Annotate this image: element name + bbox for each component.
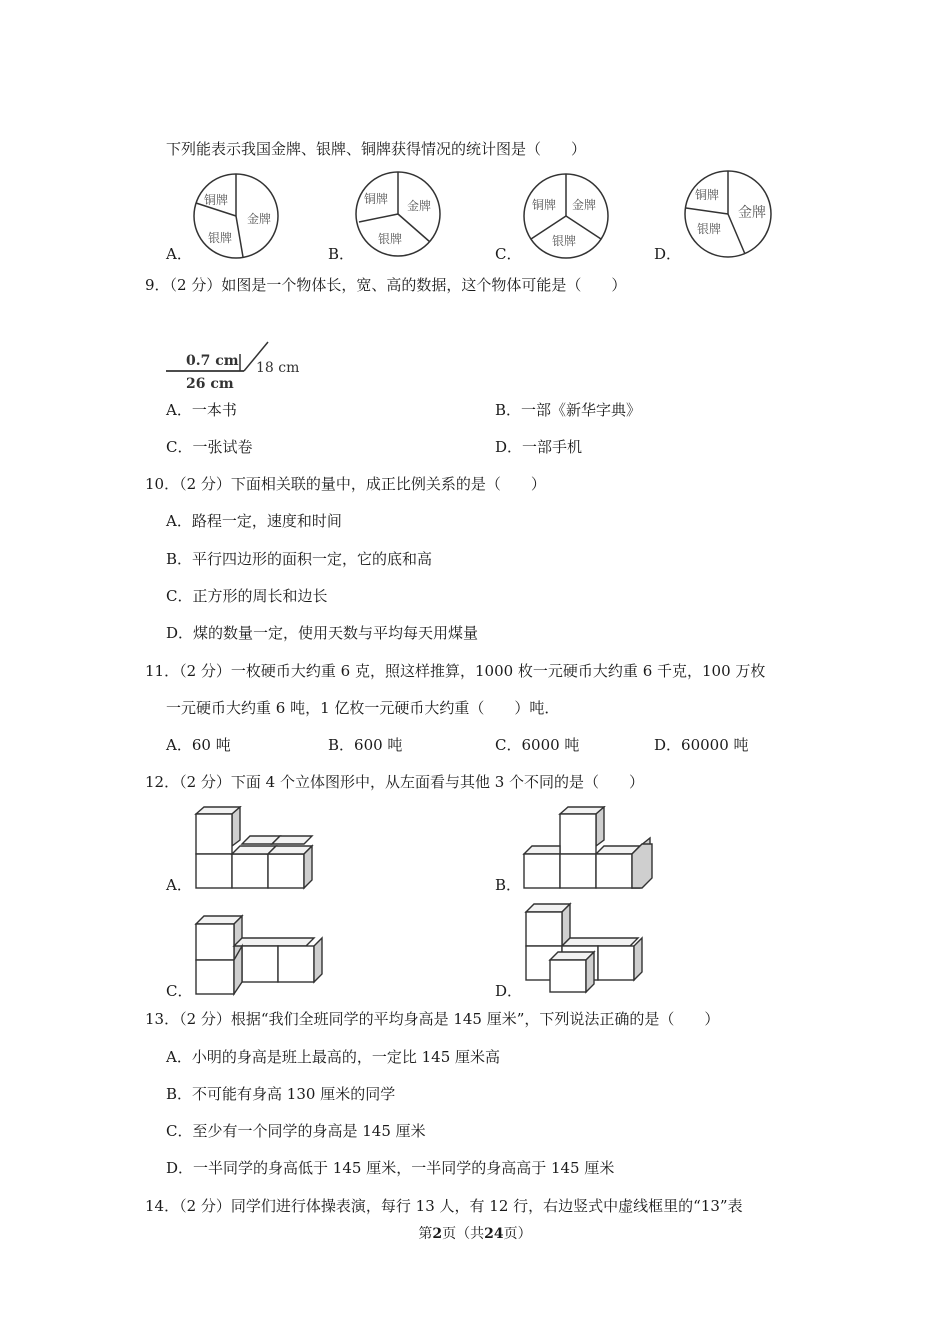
footer-prefix: 第	[418, 1226, 433, 1242]
q14-stem: 14．（2 分）同学们进行体操表演，每行 13 人，有 12 行，右边竖式中虚线框里的“13”表	[145, 1197, 743, 1215]
q12-option-a-label: A．	[166, 876, 192, 894]
q12-option-c-label: C．	[166, 982, 193, 1000]
dim-length-label: 26 cm	[186, 376, 234, 392]
q11-option-b: B．600 吨	[328, 736, 403, 754]
q10-option-d: D．煤的数量一定，使用天数与平均每天用煤量	[166, 624, 479, 642]
dimension-diagram	[162, 338, 312, 394]
cube-figure-d	[520, 900, 650, 996]
q13-option-d: D．一半同学的身高低于 145 厘米，一半同学的身高高于 145 厘米	[166, 1159, 615, 1177]
q8-option-c-label: C．	[495, 245, 522, 263]
q8-option-b-label: B．	[328, 245, 355, 263]
dim-width-label: 18 cm	[256, 360, 300, 376]
footer-total-pages: 24	[484, 1226, 504, 1242]
pie-chart-c	[522, 172, 612, 262]
q8-option-a-label: A．	[166, 245, 192, 263]
pie-chart-a	[192, 172, 282, 262]
pie-b-gold-label: 金牌	[407, 199, 432, 213]
pie-a-gold-label: 金牌	[247, 212, 272, 226]
pie-chart-b	[354, 170, 444, 260]
q8-option-d-label: D．	[654, 245, 682, 263]
q12-option-b-label: B．	[495, 876, 522, 894]
q11-option-a: A．60 吨	[166, 736, 231, 754]
q13-option-b: B．不可能有身高 130 厘米的同学	[166, 1085, 396, 1103]
q11-option-c: C．6000 吨	[495, 736, 580, 754]
pie-d-bronze-label: 铜牌	[695, 188, 720, 202]
q8-stem: 下列能表示我国金牌、银牌、铜牌获得情况的统计图是（ ）	[166, 140, 587, 158]
pie-a-silver-label: 银牌	[208, 231, 233, 245]
q10-stem: 10．（2 分）下面相关联的量中，成正比例关系的是（ ）	[145, 475, 546, 493]
q11-stem-line2: 一元硬币大约重 6 吨，1 亿枚一元硬币大约重（ ）吨．	[166, 699, 560, 717]
pie-c-silver-label: 银牌	[552, 234, 577, 248]
pie-d-gold-label: 金牌	[738, 205, 766, 221]
cube-figure-b	[520, 806, 660, 892]
pie-b-silver-label: 银牌	[378, 232, 403, 246]
q13-option-c: C．至少有一个同学的身高是 145 厘米	[166, 1122, 426, 1140]
q9-option-a: A．一本书	[166, 401, 237, 419]
q12-option-d-label: D．	[495, 982, 523, 1000]
footer-suffix: 页）	[503, 1226, 532, 1242]
q11-stem-line1: 11．（2 分）一枚硬币大约重 6 克，照这样推算，1000 枚一元硬币大约重 6 千克，100 万枚	[145, 662, 766, 680]
q13-option-a: A．小明的身高是班上最高的，一定比 145 厘米高	[166, 1048, 501, 1066]
pie-a-bronze-label: 铜牌	[204, 193, 229, 207]
pie-c-bronze-label: 铜牌	[532, 198, 557, 212]
footer-page-number: 2	[432, 1226, 443, 1242]
cube-figure-c	[190, 910, 330, 998]
pie-b-bronze-label: 铜牌	[364, 192, 389, 206]
q10-option-a: A．路程一定，速度和时间	[166, 512, 342, 530]
q10-option-b: B．平行四边形的面积一定，它的底和高	[166, 550, 433, 568]
dim-height-label: 0.7 cm	[186, 353, 239, 369]
pie-d-silver-label: 银牌	[697, 222, 722, 236]
q13-stem: 13．（2 分）根据“我们全班同学的平均身高是 145 厘米”，下列说法正确的是（ ）	[145, 1010, 720, 1028]
q12-stem: 12．（2 分）下面 4 个立体图形中，从左面看与其他 3 个不同的是（ ）	[145, 773, 645, 791]
q9-option-c: C．一张试卷	[166, 438, 253, 456]
pie-chart-d	[683, 169, 775, 261]
q10-option-c: C．正方形的周长和边长	[166, 587, 328, 605]
q9-stem: 9．（2 分）如图是一个物体长，宽、高的数据，这个物体可能是（ ）	[145, 276, 627, 294]
cube-figure-a	[190, 806, 320, 892]
q9-option-b: B．一部《新华字典》	[495, 401, 642, 419]
footer-middle: 页（共	[442, 1226, 485, 1242]
q11-option-d: D．60000 吨	[654, 736, 749, 754]
pie-c-gold-label: 金牌	[572, 198, 597, 212]
q9-option-d: D．一部手机	[495, 438, 583, 456]
page-footer	[0, 1223, 950, 1243]
